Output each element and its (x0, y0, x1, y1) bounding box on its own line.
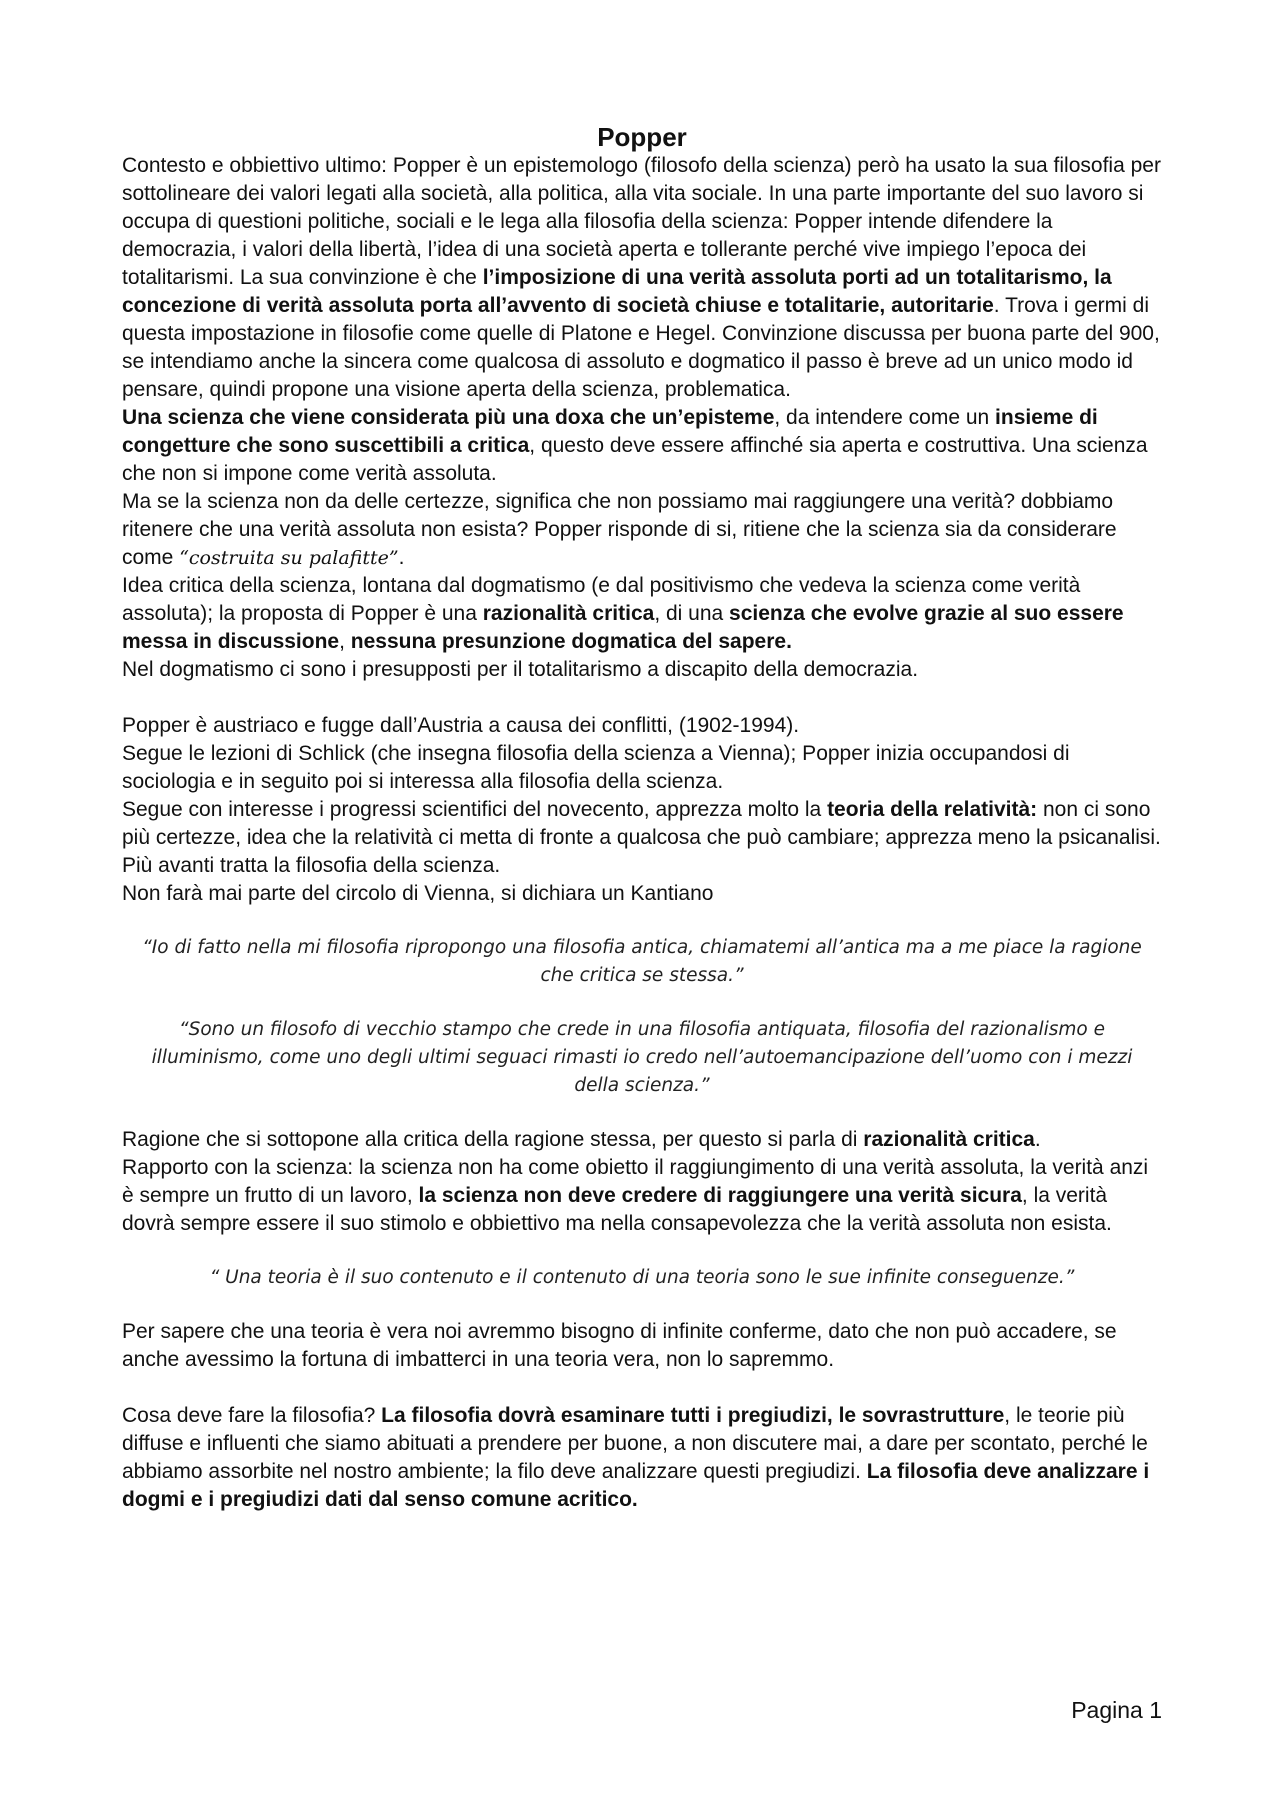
block-quote: “Sono un filosofo di vecchio stampo che crede in una filosofia antiquata, filosofia del razionalismo e illuminismo, come uno degli ultimi seguaci rimasti io credo nell’autoemancipazione dell’uomo con i mezzi della scienza.” (151, 1019, 1133, 1096)
text-run: non ci sono più certezze, idea che la relatività ci metta di fronte a qualcosa che può cambiare; apprezza meno la psicanalisi. Più avanti tratta la filosofia della scienza. (122, 798, 1161, 877)
paragraph (122, 1126, 1162, 1154)
quote-gap (122, 908, 1162, 934)
paragraph (122, 656, 1162, 684)
paragraph-gap (122, 684, 1162, 712)
text-run: Idea critica della scienza, lontana dal dogmatismo (e dal positivismo che vedeva la scienza come verità assoluta); la proposta di Popper è una (122, 574, 1081, 625)
text-run: , questo deve essere affinché sia aperta e costruttiva. Una scienza che non si impone come verità assoluta. (122, 434, 1148, 485)
text-run: , di una (654, 602, 730, 625)
bold-text: nessuna presunzione dogmatica del sapere. (350, 630, 792, 653)
text-run: . (1034, 1128, 1041, 1151)
block-quote: “Io di fatto nella mi filosofia ripropongo una filosofia antica, chiamatemi all’antica ma a me piace la ragione che critica se stessa.” (142, 937, 1142, 986)
text-run: , le teorie più diffuse e influenti che siamo abituati a prendere per buone, a non discutere mai, a dare per scontato, perché le abbiamo assorbite nel nostro ambiente; la filo deve analizzare questi pregiudizi. (122, 1404, 1148, 1483)
text-run: . (398, 546, 405, 569)
paragraph (122, 1154, 1162, 1238)
bold-text: insieme di congetture che sono suscettibili a critica (122, 406, 1098, 457)
text-run: Segue con interesse i progressi scientifici del novecento, apprezza molto la (122, 798, 828, 821)
paragraph-gap (122, 1374, 1162, 1402)
bold-text: razionalità critica (863, 1128, 1035, 1151)
text-run: Ma se la scienza non da delle certezze, significa che non possiamo mai raggiungere una verità? dobbiamo ritenere che una verità assoluta non esista? Popper risponde di si, ritiene che la scienza sia da considerare come (122, 490, 1117, 569)
page-number: Pagina 1 (1071, 1697, 1162, 1723)
text-run: Cosa deve fare la filosofia? (122, 1404, 382, 1427)
document-title: Popper (597, 122, 687, 152)
text-run: Ragione che si sottopone alla critica della ragione stessa, per questo si parla di (122, 1128, 864, 1151)
bold-text: Una scienza che viene considerata più una doxa che un’episteme (122, 406, 775, 429)
paragraph (122, 488, 1162, 572)
paragraph (122, 572, 1162, 656)
text-run: . Trova i germi di questa impostazione in filosofie come quelle di Platone e Hegel. Convinzione discussa per buona parte del 900, se intendiamo anche la sincera come qualcosa di assoluto e dogmatico il passo è breve ad un unico modo id pensare, quindi propone una visione aperta della scienza, problematica. (122, 294, 1160, 401)
text-run: Rapporto con la scienza: la scienza non ha come obietto il raggiungimento di una verità assoluta, la verità anzi è sempre un frutto di un lavoro, (122, 1156, 1149, 1207)
bold-text: l’imposizione di una verità assoluta porti ad un totalitarismo, la concezione di verità assoluta porta all’avvento di società chiuse e totalitarie, autoritarie (122, 266, 1112, 317)
bold-text: La filosofia deve analizzare i dogmi e i pregiudizi dati dal senso comune acritico. (122, 1460, 1150, 1511)
paragraph (122, 712, 1162, 740)
bold-text: La filosofia dovrà esaminare tutti i pregiudizi, le sovrastrutture (381, 1404, 1005, 1427)
block-quote: “ Una teoria è il suo contenuto e il contenuto di una teoria sono le sue infinite conseguenze.” (209, 1267, 1075, 1288)
paragraph (122, 740, 1162, 796)
text-run: , (339, 630, 351, 653)
italic-text: “costruita su palafitte” (179, 547, 399, 569)
paragraph (122, 1402, 1162, 1514)
quote-gap (122, 990, 1162, 1016)
bold-text: razionalità critica (482, 602, 655, 625)
text-run: Nel dogmatismo ci sono i presupposti per il totalitarismo a discapito della democrazia. (122, 658, 919, 681)
paragraph (122, 404, 1162, 488)
quote-gap (122, 1238, 1162, 1264)
bold-text: la scienza non deve credere di raggiungere una verità sicura (418, 1184, 1022, 1207)
bold-text: scienza che evolve grazie al suo essere messa in discussione (122, 602, 1124, 653)
text-run: Non farà mai parte del circolo di Vienna, si dichiara un Kantiano (122, 882, 714, 905)
text-run: , da intendere come un (774, 406, 996, 429)
text-run: Per sapere che una teoria è vera noi avremmo bisogno di infinite conferme, dato che non può accadere, se anche avessimo la fortuna di imbatterci in una teoria vera, non lo sapremmo. (122, 1320, 1117, 1371)
paragraph (122, 796, 1162, 880)
quote-gap (122, 1292, 1162, 1318)
quote-gap (122, 1100, 1162, 1126)
text-run: , la verità dovrà sempre essere il suo stimolo e obbiettivo ma nella consapevolezza che la verità assoluta non esista. (122, 1184, 1112, 1235)
paragraph (122, 1318, 1162, 1374)
text-run: Contesto e obbiettivo ultimo: Popper è un epistemologo (filosofo della scienza) però ha usato la sua filosofia per sottolineare dei valori legati alla società, alla politica, alla vita sociale. In una parte importante del suo lavoro si occupa di questioni politiche, sociali e le lega alla filosofia della scienza: Popper intende difendere la democrazia, i valori della libertà, l’idea di una società aperta e tollerante perché vive impiego l’epoca dei totalitarismi. La sua convinzione è che (122, 154, 1161, 289)
text-run: Segue le lezioni di Schlick (che insegna filosofia della scienza a Vienna); Popper inizia occupandosi di sociologia e in seguito poi si interessa alla filosofia della scienza. (122, 742, 1070, 793)
document-page (122, 122, 1162, 1514)
paragraph (122, 880, 1162, 908)
paragraph (122, 152, 1162, 404)
bold-text: teoria della relatività: (827, 798, 1038, 821)
text-run: Popper è austriaco e fugge dall’Austria a causa dei conflitti, (1902-1994). (122, 714, 800, 737)
document-body (122, 152, 1162, 1514)
